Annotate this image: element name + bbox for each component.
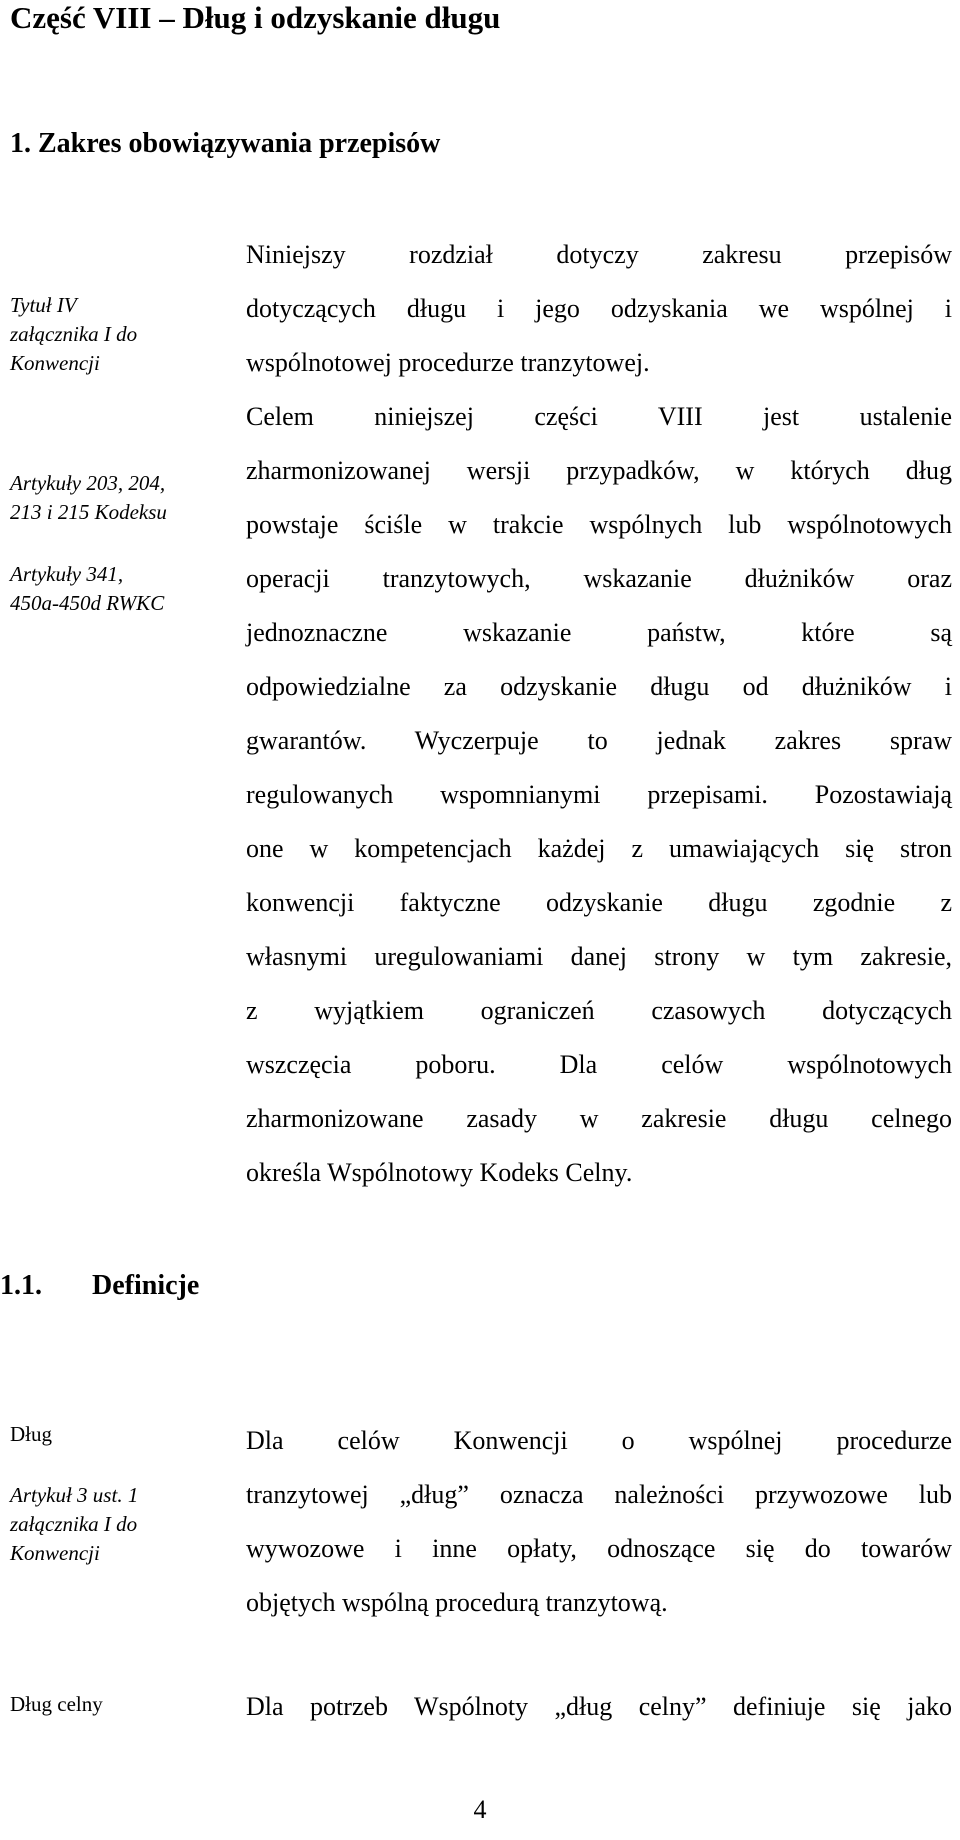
margin-line: Artykuły 203, 204, [10, 471, 166, 495]
margin-line: 450a-450d RWKC [10, 591, 165, 615]
text-line: konwencji faktyczne odzyskanie długu zgodnie z [246, 888, 952, 917]
text-line: objętych wspólną procedurą tranzytową. [246, 1588, 668, 1617]
margin-line: 213 i 215 Kodeksu [10, 500, 167, 524]
margin-line: Tytuł IV [10, 293, 77, 317]
section-heading-definitions [0, 1270, 199, 1302]
text-line: gwarantów. Wyczerpuje to jednak zakres spraw [246, 726, 952, 755]
definition-term-customs-debt: Dług celny [10, 1692, 103, 1716]
margin-line: Konwencji [10, 351, 100, 375]
margin-line: Artykuł 3 ust. 1 [10, 1483, 139, 1507]
definition-text-customs-debt [246, 1680, 952, 1734]
margin-note-title-iv [10, 291, 215, 378]
text-line: zharmonizowane zasady w zakresie długu celnego [246, 1104, 952, 1133]
page-number: 4 [473, 1795, 487, 1824]
text-line: operacji tranzytowych, wskazanie dłużników oraz [246, 564, 952, 593]
definition-term-debt: Dług [10, 1422, 52, 1446]
text-line: odpowiedzialne za odzyskanie długu od dłużników i [246, 672, 952, 701]
text-line: wywozowe i inne opłaty, odnoszące się do towarów [246, 1534, 952, 1563]
section-heading-scope: 1. Zakres obowiązywania przepisów [10, 128, 441, 159]
text-line: z wyjątkiem ograniczeń czasowych dotyczących [246, 996, 952, 1025]
margin-line: Artykuły 341, [10, 562, 124, 586]
text-line: Dla potrzeb Wspólnoty „dług celny” definiuje się jako [246, 1692, 952, 1721]
scope-paragraph [246, 228, 952, 1200]
text-line: określa Wspólnotowy Kodeks Celny. [246, 1158, 633, 1187]
definition-text-debt [246, 1414, 952, 1630]
margin-note-code-articles [10, 469, 215, 527]
margin-line: załącznika I do [10, 322, 138, 346]
margin-line: załącznika I do [10, 1512, 138, 1536]
text-line: wszczęcia poboru. Dla celów wspólnotowych [246, 1050, 952, 1079]
text-line: Niniejszy rozdział dotyczy zakresu przepisów [246, 240, 952, 269]
text-line: własnymi uregulowaniami danej strony w tym zakresie, [246, 942, 952, 971]
margin-note-debt-ref [10, 1481, 215, 1568]
section-label: Definicje [92, 1270, 200, 1301]
text-line: dotyczących długu i jego odzyskania we wspólnej i [246, 294, 952, 323]
text-line: regulowanych wspomnianymi przepisami. Pozostawiają [246, 780, 952, 809]
margin-line: Konwencji [10, 1541, 100, 1565]
margin-note-rwkc-articles [10, 560, 215, 618]
text-line: tranzytowej „dług” oznacza należności przywozowe lub [246, 1480, 952, 1509]
page-title: Część VIII – Dług i odzyskanie długu [10, 0, 501, 35]
text-line: Dla celów Konwencji o wspólnej procedurze [246, 1426, 952, 1455]
text-line: wspólnotowej procedurze tranzytowej. [246, 348, 650, 377]
text-line: Celem niniejszej części VIII jest ustalenie [246, 402, 952, 431]
text-line: one w kompetencjach każdej z umawiających się stron [246, 834, 952, 863]
text-line: powstaje ściśle w trakcie wspólnych lub wspólnotowych [246, 510, 952, 539]
text-line: jednoznaczne wskazanie państw, które są [246, 618, 952, 647]
section-number: 1.1. [0, 1270, 42, 1301]
text-line: zharmonizowanej wersji przypadków, w których dług [246, 456, 952, 485]
